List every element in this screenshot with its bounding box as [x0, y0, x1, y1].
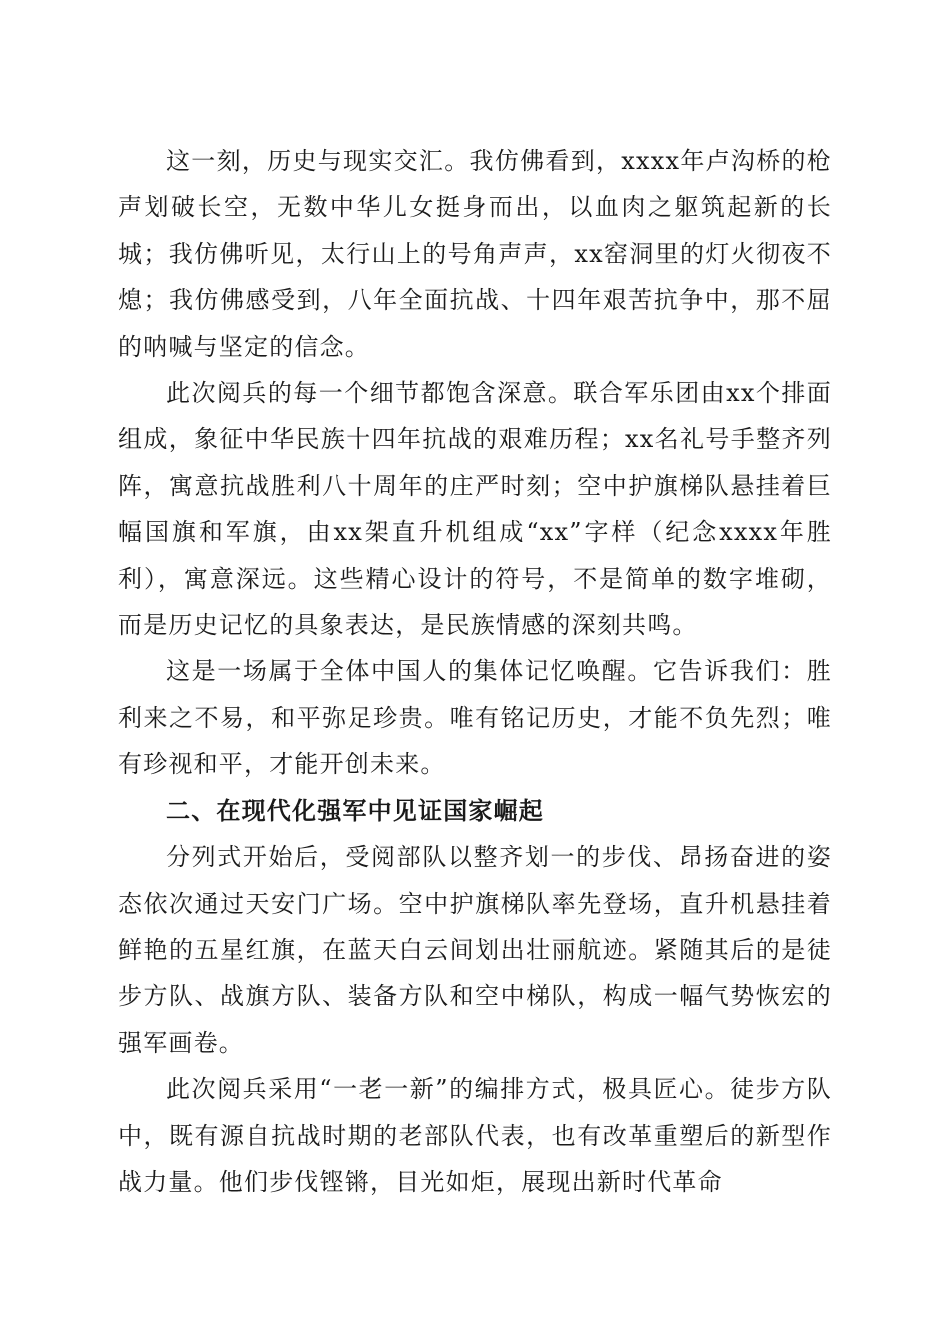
section-heading: 二、在现代化强军中见证国家崛起: [166, 796, 544, 825]
paragraph-march-past: 分列式开始后，受阅部队以整齐划一的步伐、昂扬奋进的姿态依次通过天安门广场。空中护旗梯队率先登场，直升机悬挂着鲜艳的五星红旗，在蓝天白云间划出壮丽航迹。紧随其后的是徒步方队、战旗方队、装备方队和空中梯队，构成一幅气势恢宏的强军画卷。: [118, 843, 832, 1057]
paragraph-collective-memory: 这是一场属于全体中国人的集体记忆唤醒。它告诉我们：胜利来之不易，和平弥足珍贵。唯有铭记历史，才能不负先烈；唯有珍视和平，才能开创未来。: [118, 657, 832, 779]
paragraph-history: 这一刻，历史与现实交汇。我仿佛看到，xxxx年卢沟桥的枪声划破长空，无数中华儿女挺身而出，以血肉之躯筑起新的长城；我仿佛听见，太行山上的号角声声，xx窑洞里的灯火彻夜不熄；我仿佛感受到，八年全面抗战、十四年艰苦抗争中，那不屈的呐喊与坚定的信念。: [118, 147, 832, 361]
paragraph-old-new-formation: 此次阅兵采用“一老一新”的编排方式，极具匠心。徒步方队中，既有源自抗战时期的老部队代表，也有改革重塑后的新型作战力量。他们步伐铿锵，目光如炬，展现出新时代革命: [118, 1075, 832, 1196]
document-page: [118, 138, 832, 1205]
paragraph-parade-details: 此次阅兵的每一个细节都饱含深意。联合军乐团由xx个排面组成，象征中华民族十四年抗战的艰难历程；xx名礼号手整齐列阵，寓意抗战胜利八十周年的庄严时刻；空中护旗梯队悬挂着巨幅国旗和军旗，由xx架直升机组成“xx”字样（纪念xxxx年胜利），寓意深远。这些精心设计的符号，不是简单的数字堆砌，而是历史记忆的具象表达，是民族情感的深刻共鸣。: [118, 379, 832, 640]
